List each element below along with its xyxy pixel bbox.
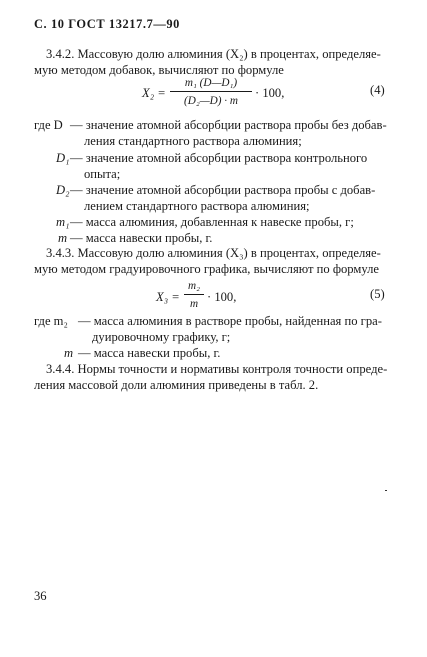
para-343-line2: мую методом градуировочного графика, вычисляют по формуле — [34, 262, 379, 276]
formula-5-denominator: m — [189, 298, 199, 310]
formula-4-fraction-bar — [170, 91, 252, 92]
formula-5-tail: · 100, — [207, 290, 237, 304]
formula-4-number: (4) — [370, 83, 385, 97]
formula-5-numerator: m₂ — [188, 280, 200, 292]
def5-m2-text: — масса алюминия в растворе пробы, найденная по гра- — [78, 314, 382, 328]
def4-D1-cont: опыта; — [84, 167, 121, 181]
def5-m2-cont: дуировочному графику, г; — [92, 330, 231, 344]
formula-4-denominator: (D₂—D) · m — [184, 95, 238, 107]
def5-m2-sym: где m₂ — [34, 314, 68, 328]
def4-D-sym: где D — [34, 118, 63, 132]
para-344-line1: 3.4.4. Нормы точности и нормативы контроля точности опреде- — [46, 362, 388, 376]
def4-D-text: — значение атомной абсорбции раствора пробы без добав- — [70, 118, 387, 132]
def4-D2-sym: D₂ — [56, 183, 70, 197]
def4-m1-sym: m₁ — [56, 215, 70, 229]
page-header: С. 10 ГОСТ 13217.7—90 — [34, 17, 180, 31]
def4-D-cont: ления стандартного раствора алюминия; — [84, 134, 302, 148]
formula-5-fraction-bar — [184, 294, 204, 295]
formula-5-number: (5) — [370, 287, 385, 301]
formula-4-lhs: X₂ = — [142, 86, 166, 100]
def5-m-text: — масса навески пробы, г. — [78, 346, 221, 360]
def4-m-sym: m — [58, 231, 68, 245]
scan-mark — [385, 490, 387, 491]
formula-4-numerator: m₁ (D—D₁) — [184, 77, 238, 89]
def4-m-text: — масса навески пробы, г. — [70, 231, 213, 245]
def4-D1-text: — значение атомной абсорбции раствора контрольного — [70, 151, 368, 165]
para-342-line2: мую методом добавок, вычисляют по формуле — [34, 63, 284, 77]
def4-m1-text: — масса алюминия, добавленная к навеске пробы, г; — [70, 215, 354, 229]
def4-D2-cont: лением стандартного раствора алюминия; — [84, 199, 310, 213]
formula-5-lhs: X₃ = — [156, 290, 180, 304]
formula-4-tail: · 100, — [255, 86, 285, 100]
def5-m-sym: m — [64, 346, 74, 360]
para-343-line1: 3.4.3. Массовую долю алюминия (X₃) в процентах, определяе- — [46, 246, 381, 260]
para-342-line1: 3.4.2. Массовую долю алюминия (X₂) в процентах, определяе- — [46, 47, 381, 61]
para-344-line2: ления массовой доли алюминия приведены в табл. 2. — [34, 378, 319, 392]
def4-D1-sym: D₁ — [56, 151, 70, 165]
def4-D2-text: — значение атомной абсорбции раствора пробы с добав- — [70, 183, 376, 197]
page-number: 36 — [34, 589, 47, 603]
